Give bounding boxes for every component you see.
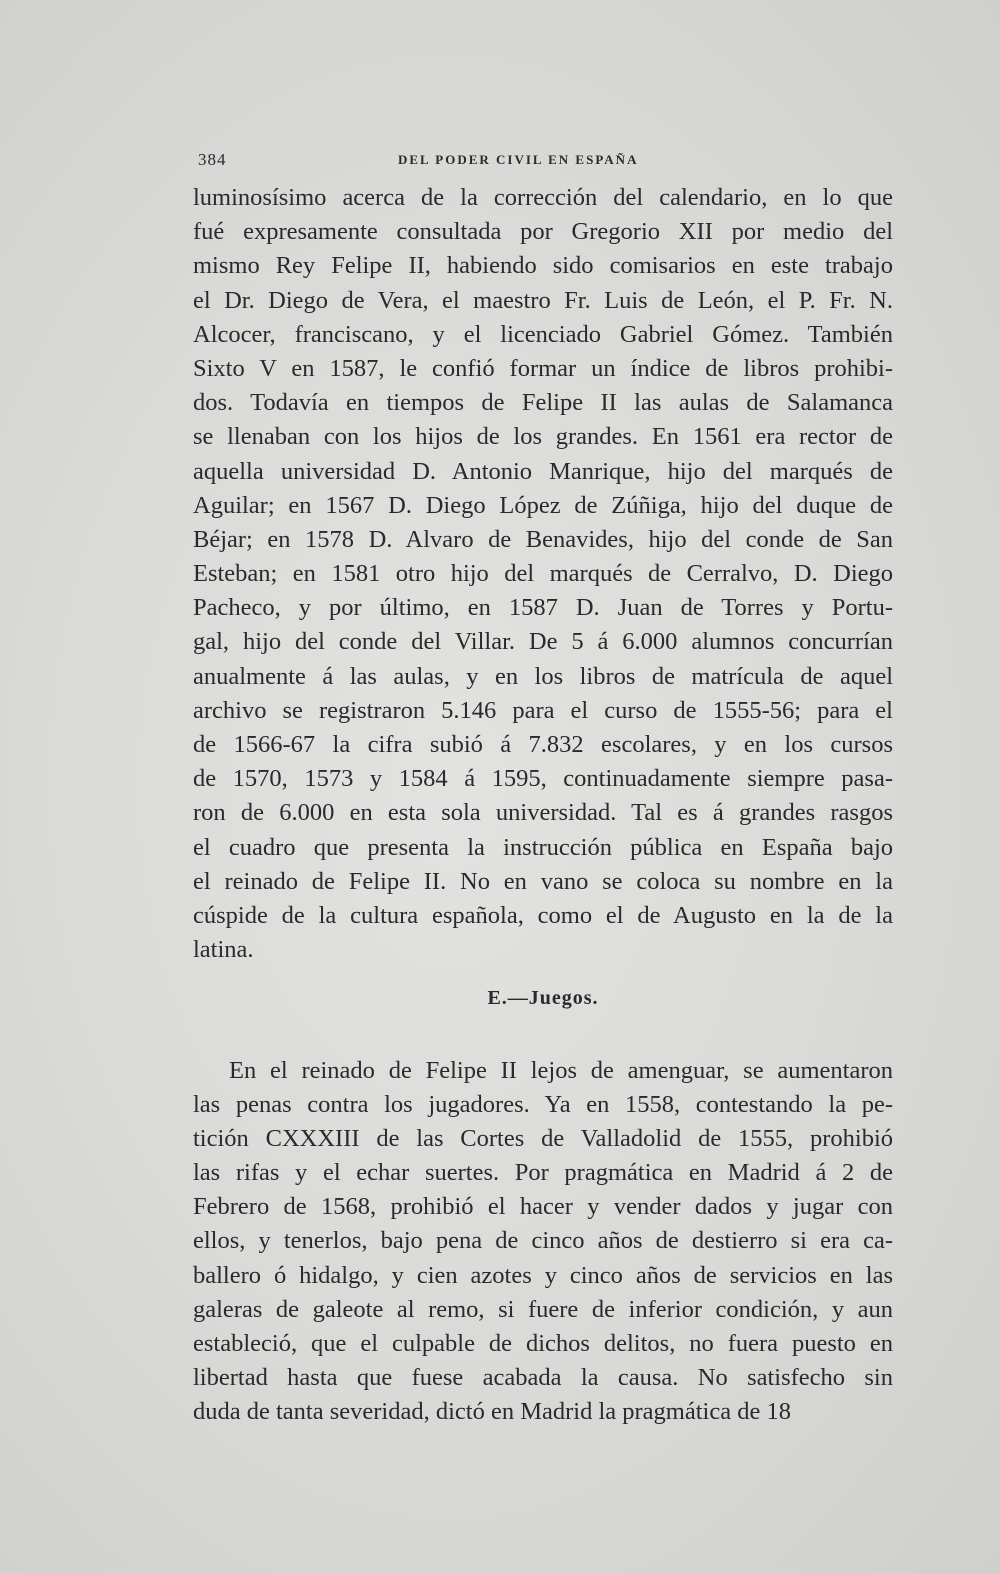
running-head: DEL PODER CIVIL EN ESPAÑA <box>398 152 639 167</box>
text-line: estableció, que el culpable de dichos delitos, no fuera puesto en <box>193 1330 893 1357</box>
text-line: se llenaban con los hijos de los grandes. En 1561 era rector de <box>193 423 893 451</box>
text-line: el Dr. Diego de Vera, el maestro Fr. Luis de León, el P. Fr. N. <box>193 286 893 314</box>
text-line: luminosísimo acerca de la corrección del calendario, en lo que <box>193 184 893 211</box>
text-line: tición CXXXIII de las Cortes de Valladolid de 1555, prohibió <box>193 1124 893 1152</box>
text-line: cúspide de la cultura española, como el de Augusto en la de la <box>193 901 893 929</box>
text-line: En el reinado de Felipe II lejos de amenguar, se aumentaron <box>229 1056 893 1084</box>
text-line: Aguilar; en 1567 D. Diego López de Zúñiga, hijo del duque de <box>193 491 893 519</box>
text-line: ron de 6.000 en esta sola universidad. Tal es á grandes rasgos <box>193 799 893 827</box>
text-line: Sixto V en 1587, le confió formar un índice de libros prohibi- <box>193 354 893 382</box>
text-line: dos. Todavía en tiempos de Felipe II las aulas de Salamanca <box>193 389 893 417</box>
text-line: anualmente á las aulas, y en los libros de matrícula de aquel <box>193 662 893 690</box>
text-line: gal, hijo del conde del Villar. De 5 á 6.000 alumnos concurrían <box>193 628 893 656</box>
text-line: el cuadro que presenta la instrucción pública en España bajo <box>193 833 893 861</box>
text-line: el reinado de Felipe II. No en vano se coloca su nombre en la <box>193 867 893 895</box>
text-line: aquella universidad D. Antonio Manrique, hijo del marqués de <box>193 457 893 485</box>
text-line: las penas contra los jugadores. Ya en 1558, contestando la pe- <box>193 1090 893 1118</box>
text-line: galeras de galeote al remo, si fuere de inferior condición, y aun <box>193 1295 893 1323</box>
paragraph-juegos <box>193 1054 893 1430</box>
text-line: libertad hasta que fuese acabada la causa. No satisfecho sin <box>193 1364 893 1392</box>
text-line: Febrero de 1568, prohibió el hacer y vender dados y jugar con <box>193 1193 893 1221</box>
text-line: las rifas y el echar suertes. Por pragmática en Madrid á 2 de <box>193 1159 893 1187</box>
text-line: archivo se registraron 5.146 para el curso de 1555-56; para el <box>193 696 893 724</box>
text-line: de 1570, 1573 y 1584 á 1595, continuadamente siempre pasa- <box>193 765 893 793</box>
text-line: Béjar; en 1578 D. Alvaro de Benavides, hijo del conde de San <box>193 525 893 553</box>
text-line: ellos, y tenerlos, bajo pena de cinco años de destierro si era ca- <box>193 1227 893 1255</box>
text-line: Pacheco, y por último, en 1587 D. Juan de Torres y Portu- <box>193 594 893 622</box>
page-number: 384 <box>198 150 227 169</box>
text-line: mismo Rey Felipe II, habiendo sido comisarios en este trabajo <box>193 252 893 280</box>
body-text <box>193 181 893 1430</box>
text-line: duda de tanta severidad, dictó en Madrid la pragmática de 18 <box>193 1398 791 1426</box>
text-line: fué expresamente consultada por Gregorio XII por medio del <box>193 218 893 246</box>
paragraph-calendario <box>193 181 893 967</box>
text-line: Alcocer, franciscano, y el licenciado Gabriel Gómez. También <box>193 320 893 348</box>
text-line: ballero ó hidalgo, y cien azotes y cinco años de servicios en las <box>193 1261 893 1289</box>
text-line: Esteban; en 1581 otro hijo del marqués de Cerralvo, D. Diego <box>193 560 893 588</box>
page-header <box>198 150 898 176</box>
text-line: de 1566-67 la cifra subió á 7.832 escolares, y en los cursos <box>193 731 893 758</box>
text-line: latina. <box>193 936 254 964</box>
section-title: E.—Juegos. <box>487 987 599 1010</box>
